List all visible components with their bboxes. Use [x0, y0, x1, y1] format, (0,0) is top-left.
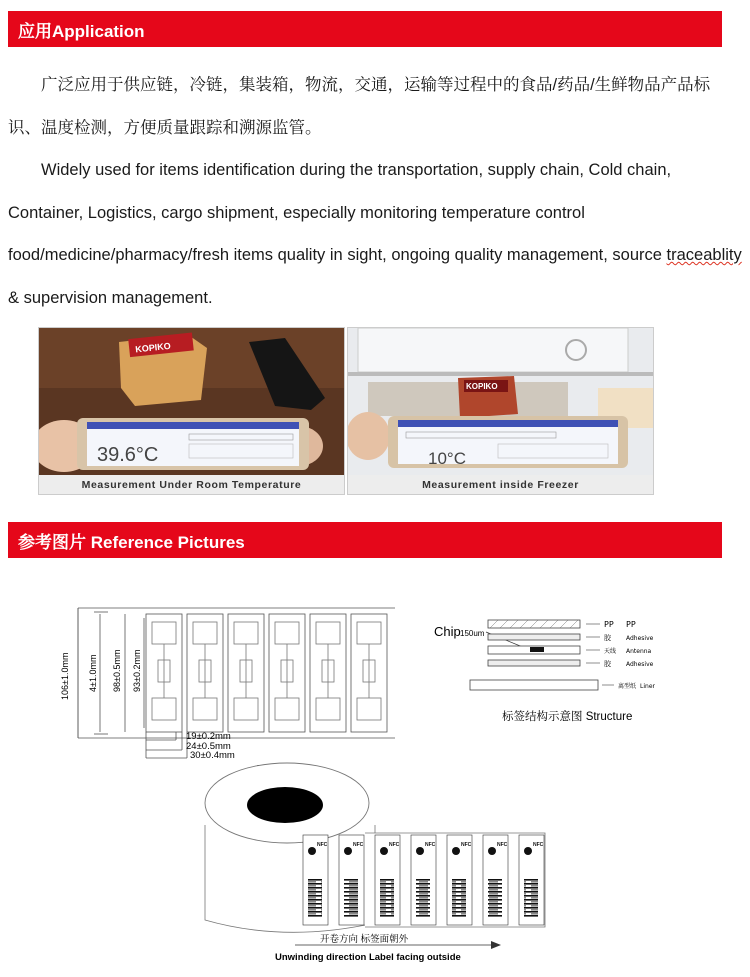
dim-label-height: 98±0.5mm — [112, 649, 122, 692]
layer-liner-en: Liner — [640, 683, 655, 690]
chip — [530, 647, 544, 652]
layer-adhesive-cn: 胶 — [604, 634, 611, 642]
tag-mark: NFC — [533, 842, 544, 848]
application-chinese-text — [8, 64, 743, 149]
layer-antenna-cn: 天线 — [604, 648, 617, 655]
unwinding-caption-en: Unwinding direction Label facing outside — [275, 952, 461, 963]
application-header — [8, 11, 722, 47]
layer-adhesive2-en: Adhesive — [626, 661, 654, 668]
hand — [348, 412, 390, 460]
temperature-reading: 10°C — [428, 449, 466, 468]
tag-mark: NFC — [389, 842, 400, 848]
reference-header — [8, 522, 722, 558]
application-en-body: Widely used for items identification during the transportation, supply chain, Cold chain, Container, Logistics, cargo shipment, especially monitoring temperature control food/medicine/pharmacy/fresh items quality in sight, ongoing quality management, source — [8, 161, 672, 264]
temperature-reading: 39.6°C — [97, 444, 159, 466]
layer-adhesive2-cn: 胶 — [604, 660, 611, 668]
layer-adhesive-en: Adhesive — [626, 635, 654, 642]
coffee-brand: KOPIKO — [134, 340, 172, 355]
reference-title: 参考图片 Reference Pictures — [18, 532, 245, 552]
dim-inlay-height: 93±0.2mm — [132, 649, 142, 692]
photo-freezer — [347, 327, 654, 495]
chip-size: 150um — [460, 629, 485, 638]
roll-core — [247, 787, 323, 823]
application-zh-body: 广泛应用于供应链，冷链，集装箱，物流，交通，运输等过程中的食品/药品/生鲜物品产品标识、温度检测，方便质量跟踪和溯源监管。 — [8, 76, 711, 137]
dim-pitch: 30±0.4mm — [190, 750, 235, 760]
layer-antenna-en: Antenna — [626, 648, 652, 655]
structure-diagram — [430, 612, 680, 727]
room-temperature-scene — [39, 328, 344, 475]
application-english-text — [8, 149, 743, 319]
chip-label: Chip — [434, 624, 461, 639]
freezer-scene — [348, 328, 653, 475]
misspelled-word: traceablity — [666, 246, 742, 264]
dim-label-width: 24±0.5mm — [186, 741, 231, 752]
application-en-end: & supervision management. — [8, 288, 213, 307]
tag-mark: NFC — [425, 842, 436, 848]
photo-room-temperature — [38, 327, 345, 495]
tag-mark: NFC — [497, 842, 508, 848]
tag-mark: NFC — [461, 842, 472, 848]
tag-mark: NFC — [353, 842, 364, 848]
unwinding-caption-cn: 开卷方向 标签面朝外 — [320, 934, 409, 945]
dim-inlay-width: 19±0.2mm — [186, 731, 231, 742]
dim-total-height: 106±1.0mm — [60, 652, 70, 700]
tag-mark: NFC — [317, 842, 328, 848]
label-roll-drawing — [195, 755, 555, 970]
layer-pp-en: PP — [626, 620, 636, 629]
layer-liner-cn: 离型纸 — [618, 683, 637, 690]
application-title: 应用Application — [18, 21, 145, 41]
coffee-brand: KOPIKO — [466, 382, 498, 391]
label-outlines — [146, 614, 387, 732]
photo-caption: Measurement Under Room Temperature — [39, 475, 344, 494]
label-dimension-drawing — [50, 600, 395, 760]
structure-title: 标签结构示意图 Structure — [502, 711, 633, 723]
dim-gap: 4±1.0mm — [88, 654, 98, 692]
layer-pp-cn: PP — [604, 620, 614, 629]
photo-caption: Measurement inside Freezer — [348, 475, 653, 494]
